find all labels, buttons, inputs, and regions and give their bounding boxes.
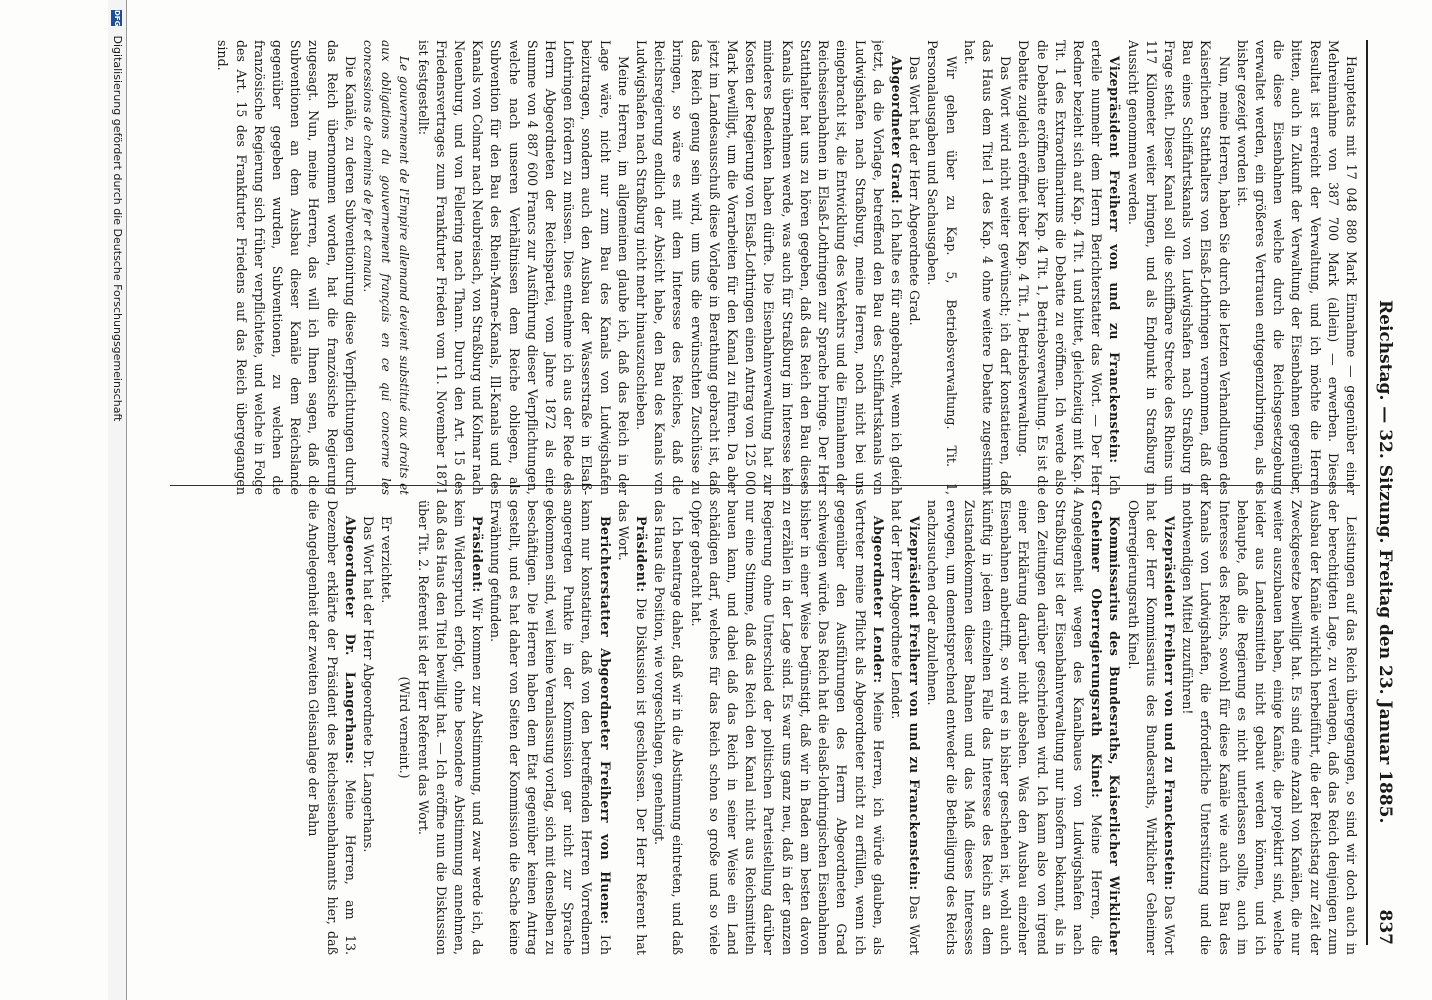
paragraph: Leistungen auf das Reich übergegangen, so sind wir doch auch in der berechtigten Lage, zu verlangen, daß das Reich denjenigen zum Ausbau der Kanäle wirklich herbeiführt, die der Reichstag zur Zeit der Zweckgesetze bewilligt hat. Es sind eine Anzahl von Kanälen, die nur weiter auszubauen haben, einige Kanäle, die projektirt sind, welche leider aus Landesmitteln nicht gebaut werden können, und ich behaupte, daß die Regierung es nicht unterlassen sollte, auch im Interesse des Reichs, sowohl für diese Kanäle wie auch im Bau des Kanals von Ludwigshafen, die erforderliche Unterstützung und die nothwendigen Mittel zuzuführen! bbox=[1180, 500, 1359, 955]
speaker-name: Kommissarius des Bundesraths, Kaiserlicher Wirklicher Geheimer Oberregierungsrath Kinel: bbox=[1089, 500, 1123, 955]
paragraph: Wir gehen über zu Kap. 5, Betriebsverwaltung. Tit. 1, Personalausgaben und Sachausgaben. bbox=[925, 40, 959, 495]
speaker-name: Abgeordneter Grad: bbox=[888, 56, 904, 205]
header-rule bbox=[1366, 40, 1368, 945]
paragraph bbox=[632, 40, 905, 495]
speech-text: Ich erteile nunmehr dem Herrn Berichterstatter das Wort. — Der Herr Redner bezieht sich auf Kap. 4 Tit. 1 und bittet, gleichzeitig mit Kap. 4 Tit. 1 des Extraordinariums die Debatte zu eröffnen. Ich werde also die Debatte eröffnen über Kap. 4 Tit. 1, Betriebsverwaltung. Es ist die Debatte zugleich eröffnet über Kap. 4 Tit. 1, Betriebsverwaltung. bbox=[1016, 40, 1123, 495]
paragraph: Das Wort hat der Herr Abgeordnete Grad. bbox=[907, 56, 923, 326]
paragraph: Hauptetats mit 17 048 880 Mark Einnahme — gegenüber einer Mehreinnahme von 387 700 Mark (allein) — erwerben. Dieses Resultat ist erreicht der Verwaltung, und ich möchte die Herren bitten, auch in Zukunft der Verwaltung der Eisenbahnen gegenüber, die diese Eisenbahnen welche durch die Reichsgesetzgebung verwaltet werden, ein größeres Vertrauen entgegenzubringen, als es bisher gezeigt worden ist. bbox=[1234, 40, 1359, 495]
paragraph: Le gouvernement de l'Empire allemand devient substitué aux droits et aux obligations du gouvernement français en ce qui concerne les concessions de chemins de fer et canaux. bbox=[361, 40, 412, 495]
paragraph bbox=[923, 500, 1123, 955]
speech-text: Meine Herren, die Angelegenheit wegen des Kanalbaues von Ludwigshafen nach Straßburg ist der Eisenbahnverwaltung nur insofern bekannt, als in den Zeitungen darüber geschrieben wird. Ich kann also von irgend einer Erklärung darüber nicht absehen. Was den Ausbau einzelner Eisenbahnen anbetrifft, so wird es in bisher geschehen ist, wohl auch künftig in jedem einzelnen Falle das Interesse des Reichs an dem Zustandekommen dieser Bahnen und das Maß dieses Interesses erwogen, um dementsprechend entweder die Betheiligung des Reichs nachzusuchen oder abzulehnen. bbox=[925, 500, 1105, 955]
paragraph bbox=[1123, 500, 1178, 955]
paragraph bbox=[887, 500, 923, 955]
page-number: 837 bbox=[1375, 909, 1395, 945]
rotated-page-content bbox=[104, 0, 1404, 1000]
paragraph: Meine Herren, im allgemeinen glaube ich, daß das Reich in der Lage wäre, nicht nur zum Bau des Kanals von Ludwigshafen beizutragen, sondern auch den Ausbau der Wasserstraße in Elsaß-Lothringen fördern zu müssen. Dies entnehme ich aus der Rede des Herrn Abgeordneten der Reichspartei, vom Jahre 1872 als eine Summe von 4 887 600 Francs zur Ausführung dieser Verpflichtungen, welche nach unseren Verhältnissen dem Reiche obliegen, als Subvention für den Bau des Rhein-Marne-Kanals, Ill-Kanals und des Kanals von Colmar nach Neubreisach, von Straßburg und Kolmar nach Neuenburg, und von Fellering nach Thann. Durch den Art. 15 des Friedensvertrages zum Frankfurter Frieden vom 11. November 1871 ist festgestellt: bbox=[415, 40, 631, 495]
paragraph: Er verzichtet. bbox=[379, 516, 395, 604]
paragraph bbox=[413, 500, 486, 955]
speech-text: Meine Herren, ich würde glauben, als Vertreter meine Pflicht als Abgeordneter nicht zu erfüllen, wenn ich gegenüber den Ausführungen des Herrn Abgeordneten Grad schweigen würde. Das Reich hat die elsaß-lothringischen Eisenbahnen bisher in einer Weise begünstigt, daß wir in Baden am besten davon zu erzählen in der Lage sind. Es war uns ganz neu, daß in der ganzen Regierung ohne Unterschied der politischen Parteistellung darüber nur eine Stimme, daß das Reich den Kanal nicht aus Reichsmitteln bauen kann, und dabei daß das Reich in seiner Weise ein Land schädigen darf, welches für das Reich schon so große und so viele Opfer gebracht hat. bbox=[688, 500, 886, 955]
paragraph bbox=[304, 500, 359, 955]
speaker-name: Vizepräsident Freiherr von und zu Franckenstein: bbox=[907, 516, 923, 891]
speaker-name: Vizepräsident Freiherr von und zu Franckenstein: bbox=[1107, 56, 1123, 464]
digitization-footer bbox=[108, 0, 127, 1000]
text-column-left bbox=[160, 40, 1360, 495]
paragraph: Das Wort wird nicht weiter gewünscht; ich darf konstatieren, daß das Haus dem Titel 1 des Kap. 4 ohne weitere Debatte zugestimmt hat. bbox=[961, 40, 1014, 495]
speech-text: Ich kann nur konstatiren, daß von den betreffenden Herren Vorrednern angeregten Punkte in der Kommission gar nicht zur Sprache gekommen sind, weil keine Veranlassung vorlag, sich mit denselben zu beschäftigen. Die Herren haben dem Etat gegenüber keinen Antrag gestellt, und es hat daher von Seiten der Kommission die Sache keine Erwähnung gefunden. bbox=[488, 500, 613, 955]
speech-text: Die Diskussion ist geschlossen. Der Herr Referent hat das Wort. bbox=[615, 500, 650, 955]
speech-text: Das Wort hat der Herr Kommissarius des Bundesraths, Wirklicher Geheimer Oberregierungsrath Kinel. bbox=[1125, 500, 1177, 955]
paragraph: (Wird verneint.) bbox=[397, 676, 413, 779]
paragraph bbox=[614, 500, 650, 955]
paragraph bbox=[1014, 40, 1123, 495]
speaker-name: Berichterstatter Abgeordneter Freiherr von Huene: bbox=[597, 516, 613, 925]
speaker-name: Abgeordneter Lender: bbox=[870, 516, 886, 684]
speech-text: Wir kommen zur Abstimmung, und zwar werde ich, da kein Widerspruch erfolgt, ohne besondere Abstimmung annehmen, daß das Haus den Titel bewilligt hat. — Ich eröffne nun die Diskussion über Tit. 2. Referent ist der Herr Referent das Wort. bbox=[415, 500, 486, 955]
paragraph bbox=[686, 500, 886, 955]
footer-credit: Digitalisierung gefördert durch die Deutsche Forschungsgemeinschaft bbox=[111, 35, 124, 422]
text-column-right bbox=[160, 500, 1360, 955]
dfg-logo-icon: DFG bbox=[113, 10, 122, 27]
speaker-name: Abgeordneter Dr. Langerhans: bbox=[342, 516, 358, 765]
paragraph bbox=[486, 500, 613, 955]
running-title: Reichstag. — 32. Sitzung. Freitag den 23. Januar 1885. bbox=[1375, 300, 1395, 824]
speaker-name: Vizepräsident Freiherr von und zu Franckenstein: bbox=[1161, 516, 1177, 891]
speech-text: Meine Herren, am 13. Dezember erklärte der Präsident des Reichseisenbahnamts hier, daß die Angelegenheit der zweiten Gleisanlage der Bahn bbox=[306, 500, 358, 955]
speaker-name: Präsident: bbox=[634, 516, 650, 593]
paragraph: Das Wort hat der Herr Abgeordnete Dr. Langerhans. bbox=[361, 516, 377, 853]
paragraph: Die Kanäle, zu deren Subventionirung diese Verpflichtungen durch das Reich übernommen worden, hat die französische Regierung zugesagt. Nun, meine Herren, das will ich Ihnen sagen, daß die Subventionen an dem Ausbau dieser Kanäle dem Reichslande gegenüber gegeben wurden, Subventionen, zu welchen die französische Regierung sich früher verpflichtete, und welche in Folge des Art. 15 des Frankfurter Friedens auf das Reich übergegangen sind. bbox=[215, 40, 358, 495]
speaker-name: Präsident: bbox=[470, 516, 486, 593]
speech-text: Das Wort hat der Herr Abgeordnete Lender. bbox=[888, 500, 923, 955]
paragraph: Ich beantrage daher, daß wir in die Abstimmung eintreten, und daß das Haus die Position, wie vorgeschlagen, genehmigt. bbox=[652, 500, 686, 955]
page-header bbox=[1372, 40, 1398, 945]
paragraph: Nun, meine Herren, haben Sie durch die letzten Verhandlungen des Kaiserlichen Statthalters von Elsaß-Lothringen vernommen, daß der Bau eines Schiffahrtskanals von Ludwigshafen nach Straßburg in Frage steht. Dieser Kanal soll die schiffbare Strecke des Rheins um 117 Kilometer weiter bringen, und als Endpunkt in Straßburg in Aussicht genommen werden. bbox=[1125, 40, 1232, 495]
speech-text: Ich halte es für angebracht, wenn ich gleich jetzt, da die Vorlage, betreffend den Bau des Schiffahrtskanals von Ludwigshafen nach Straßburg, meine Herren, noch nicht bei uns eingebracht ist, die Entwicklung des Verkehrs und die Einnahmen der Reichseisenbahnen in Elsaß-Lothringen zur Sprache bringe. Der Herr Statthalter hat uns zu hören gegeben, daß das Reich den Bau dieses Kanals übernehmen werde, was auch für Straßburg im Interesse kein minderes Bedenken haben dürfte. Die Eisenbahnverwaltung hat zur Kosten der Regierung von Elsaß-Lothringen einen Antrag von 125 000 Mark bewilligt, um die Vorarbeiten für den Kanal zu führen. Da aber jetzt im Landesausschuß diese Vorlage in Berathung gebracht ist, daß das Reich genug sein wird, um uns die erwünschten Zuschüsse zu bringen, so wäre es mit dem Interesse des Reiches, daß die Reichsregierung endlich der Absicht habe, den Bau des Kanals von Ludwigshafen nach Straßburg nicht mehr hinauszuschieben. bbox=[634, 40, 904, 495]
